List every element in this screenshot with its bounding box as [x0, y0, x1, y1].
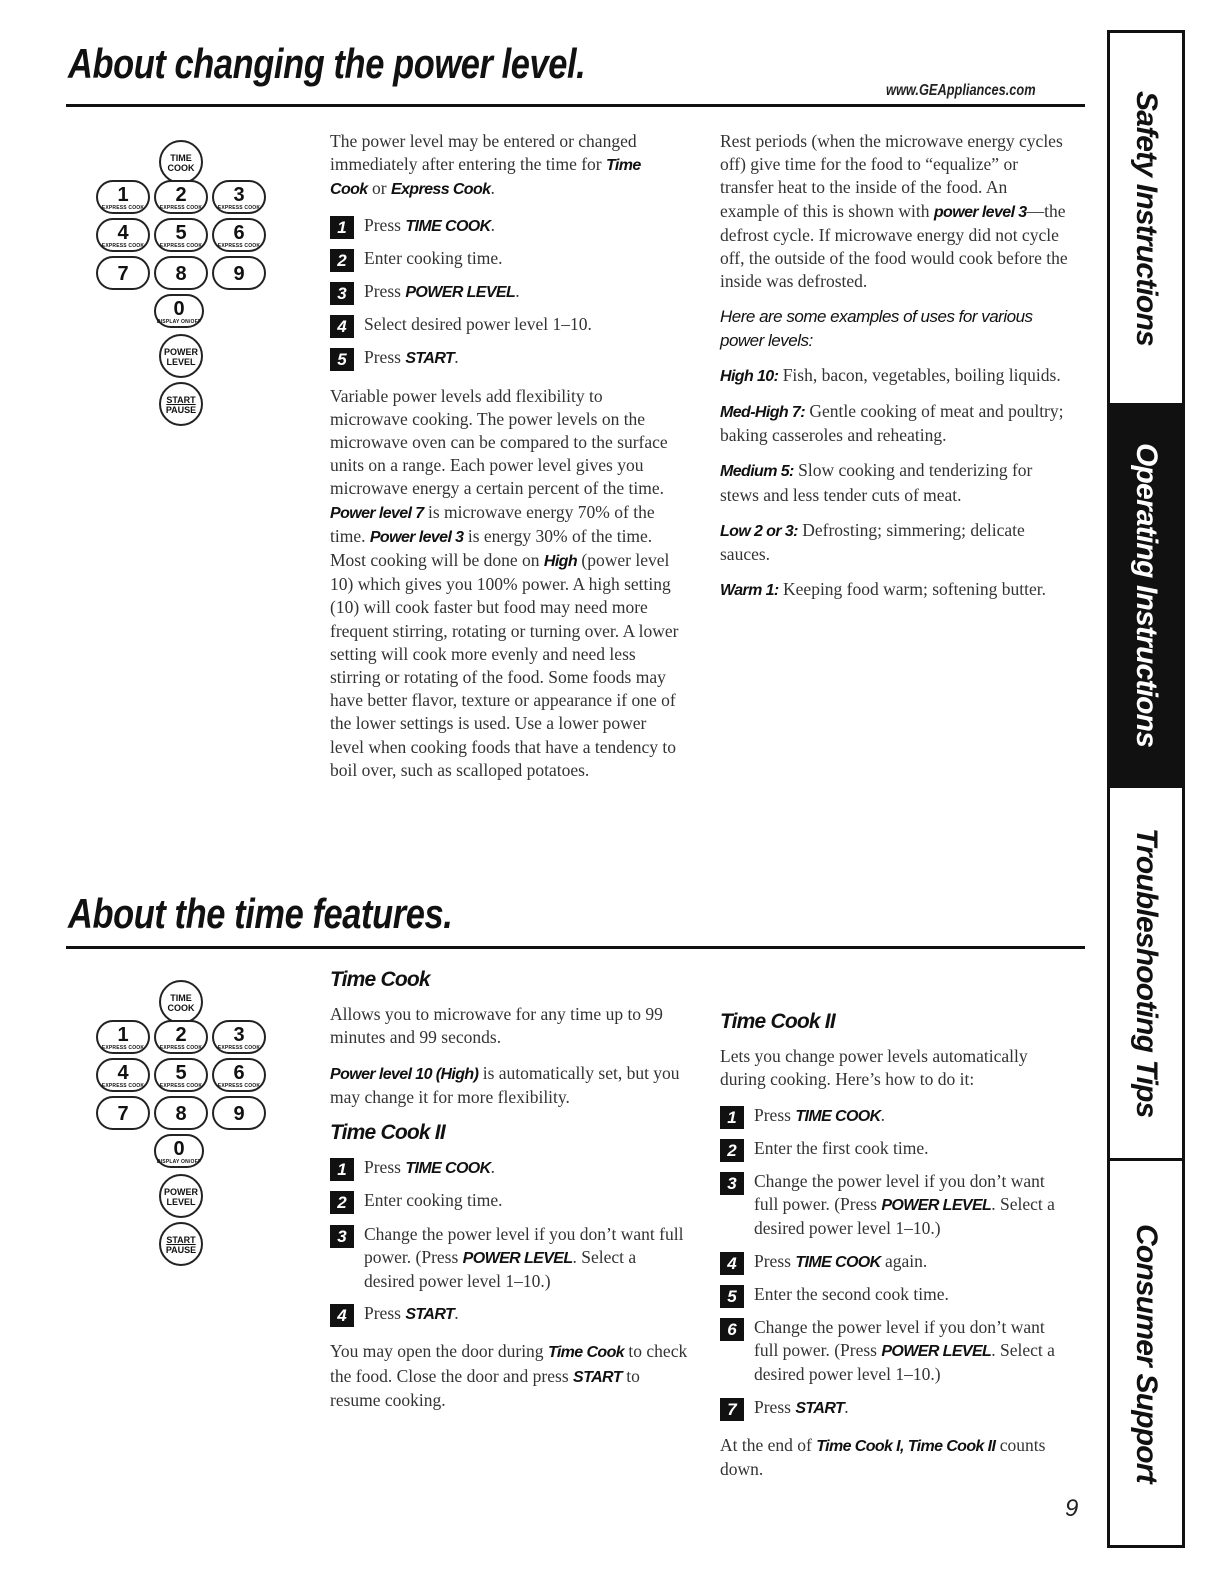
heading-rule: [66, 104, 1085, 107]
number-key-3: 3 EXPRESS COOK: [212, 180, 266, 214]
time-cook-key: TIME COOK: [159, 140, 203, 184]
time-cook-heading: Time Cook: [330, 968, 430, 991]
start-pause-key: START PAUSE: [159, 1222, 203, 1266]
step-item: 3 Change the power level if you don’t want full power. (Press POWER LEVEL. Select a desired power level 1–10.): [330, 1223, 690, 1294]
step-number: 1: [720, 1106, 744, 1129]
step-number: 4: [720, 1252, 744, 1275]
step-number: 3: [330, 282, 354, 305]
step-item: 4 Select desired power level 1–10.: [330, 313, 682, 337]
step-number: 1: [330, 1158, 354, 1181]
step-number: 3: [330, 1225, 354, 1248]
step-number: 2: [330, 249, 354, 272]
intro-paragraph: The power level may be entered or changed immediately after entering the time for Time Cook or Express Cook.: [330, 131, 641, 199]
time-cook-default-power: Power level 10 (High) is automatically set, but you may change it for more flexibility.: [330, 1062, 680, 1107]
power-level-key: POWER LEVEL: [159, 1174, 203, 1218]
step-number: 7: [720, 1398, 744, 1421]
number-key-0: 0 DISPLAY ON/OFF: [154, 1134, 204, 1168]
step-item: 4 Press START.: [330, 1302, 690, 1326]
step-number: 2: [330, 1191, 354, 1214]
step-item: 1 Press TIME COOK.: [720, 1104, 1070, 1128]
number-key-3: 3 EXPRESS COOK: [212, 1020, 266, 1054]
time-cook-middle-column: [330, 968, 690, 1424]
time-cook-steps: [330, 1156, 690, 1326]
number-key-5: 5 EXPRESS COOK: [154, 1058, 208, 1092]
step-item: 1 Press TIME COOK.: [330, 1156, 690, 1180]
step-number: 2: [720, 1139, 744, 1162]
tab-consumer-support[interactable]: Consumer Support: [1130, 1223, 1163, 1483]
number-key-7: 7: [96, 256, 150, 290]
number-key-1: 1 EXPRESS COOK: [96, 180, 150, 214]
tab-operating-instructions[interactable]: Operating Instructions: [1110, 403, 1182, 788]
power-level-right-column: [720, 130, 1070, 614]
step-item: 1 Press TIME COOK.: [330, 214, 682, 238]
step-item: 2 Enter cooking time.: [330, 247, 682, 271]
time-cook-ii-subheading: Time Cook II: [330, 1121, 445, 1145]
time-cook-key: TIME COOK: [159, 980, 203, 1024]
section-title-time-features: About the time features.: [68, 890, 453, 937]
number-key-0: 0 DISPLAY ON/OFF: [154, 294, 204, 328]
step-item: 2 Enter the first cook time.: [720, 1137, 1070, 1161]
step-item: 3 Press POWER LEVEL.: [330, 280, 682, 304]
step-item: 5 Enter the second cook time.: [720, 1283, 1070, 1307]
step-number: 3: [720, 1172, 744, 1195]
number-key-9: 9: [212, 256, 266, 290]
step-item: 6 Change the power level if you don’t want full power. (Press POWER LEVEL. Select a desired power level 1–10.): [720, 1316, 1070, 1387]
level-medium: Medium 5: Slow cooking and tenderizing for stews and less tender cuts of meat.: [720, 460, 1033, 505]
number-key-6: 6 EXPRESS COOK: [212, 1058, 266, 1092]
examples-heading: Here are some examples of uses for various power levels:: [720, 307, 1033, 350]
power-level-steps: [330, 214, 682, 371]
level-med-high: Med-High 7: Gentle cooking of meat and poultry; baking casseroles and reheating.: [720, 401, 1064, 446]
step-item: 5 Press START.: [330, 346, 682, 370]
time-cook-ii-heading: Time Cook II: [720, 1010, 835, 1033]
step-number: 4: [330, 1304, 354, 1327]
step-number: 4: [330, 315, 354, 338]
start-pause-key: START PAUSE: [159, 382, 203, 426]
power-level-middle-column: [330, 130, 682, 794]
number-key-2: 2 EXPRESS COOK: [154, 180, 208, 214]
rest-periods-paragraph: Rest periods (when the microwave energy cycles off) give time for the food to “equalize” or transfer heat to the inside of the food. An example of this is shown with power level 3—the defrost cycle. If microwave energy did not cycle off, the outside of the food would cook before the inside was defrosted.: [720, 131, 1068, 292]
time-cook-ii-right-column: [720, 1010, 1070, 1493]
step-item: 7 Press START.: [720, 1396, 1070, 1420]
number-key-8: 8: [154, 1096, 208, 1130]
keypad-illustration: [96, 140, 266, 380]
tab-troubleshooting-tips[interactable]: Troubleshooting Tips: [1130, 828, 1163, 1118]
time-cook-description: Allows you to microwave for any time up to 99 minutes and 99 seconds.: [330, 1004, 663, 1048]
keypad-illustration: [96, 980, 266, 1220]
number-key-7: 7: [96, 1096, 150, 1130]
page-number: 9: [1065, 1495, 1079, 1522]
power-level-key: POWER LEVEL: [159, 334, 203, 378]
step-item: 3 Change the power level if you don’t want full power. (Press POWER LEVEL. Select a desired power level 1–10.): [720, 1170, 1070, 1241]
number-key-5: 5 EXPRESS COOK: [154, 218, 208, 252]
step-number: 1: [330, 216, 354, 239]
website-url[interactable]: www.GEAppliances.com: [886, 82, 1036, 99]
number-key-2: 2 EXPRESS COOK: [154, 1020, 208, 1054]
number-key-1: 1 EXPRESS COOK: [96, 1020, 150, 1054]
section-title-power-level: About changing the power level.: [68, 40, 586, 87]
door-open-paragraph: You may open the door during Time Cook to check the food. Close the door and press START to resume cooking.: [330, 1341, 688, 1410]
number-key-8: 8: [154, 256, 208, 290]
number-key-4: 4 EXPRESS COOK: [96, 218, 150, 252]
number-key-9: 9: [212, 1096, 266, 1130]
section-tabs: [1107, 30, 1185, 1548]
number-key-4: 4 EXPRESS COOK: [96, 1058, 150, 1092]
step-number: 5: [720, 1285, 744, 1308]
step-number: 5: [330, 348, 354, 371]
step-number: 6: [720, 1318, 744, 1341]
number-key-6: 6 EXPRESS COOK: [212, 218, 266, 252]
level-high: High 10: Fish, bacon, vegetables, boiling liquids.: [720, 364, 1061, 385]
time-cook-ii-steps: [720, 1104, 1070, 1420]
level-warm: Warm 1: Keeping food warm; softening butter.: [720, 579, 1046, 600]
level-low: Low 2 or 3: Defrosting; simmering; delicate sauces.: [720, 519, 1025, 565]
tab-safety-instructions[interactable]: Safety Instructions: [1130, 90, 1163, 346]
variable-power-paragraph: Variable power levels add flexibility to microwave cooking. The power levels on the microwave oven can be compared to the surface units on a range. Each power level gives you microwave energy a certain percent of the time. Power level 7 is microwave energy 70% of the time. Power level 3 is energy 30% of the time. Most cooking will be done on High (power level 10) which gives you 100% power. A high setting (10) will cook faster but food may need more frequent stirring, rotating or turning over. A lower setting will cook more evenly and need less stirring or rotating of the food. Some foods may have better flavor, texture or appearance if one of the lower settings is used. Use a lower power level when cooking foods that have a tendency to boil over, such as scalloped potatoes.: [330, 385, 679, 780]
countdown-paragraph: At the end of Time Cook I, Time Cook II counts down.: [720, 1434, 1046, 1480]
step-item: 2 Enter cooking time.: [330, 1189, 690, 1213]
heading-rule: [66, 946, 1085, 949]
step-item: 4 Press TIME COOK again.: [720, 1250, 1070, 1274]
time-cook-ii-intro: Lets you change power levels automatically during cooking. Here’s how to do it:: [720, 1046, 1028, 1090]
